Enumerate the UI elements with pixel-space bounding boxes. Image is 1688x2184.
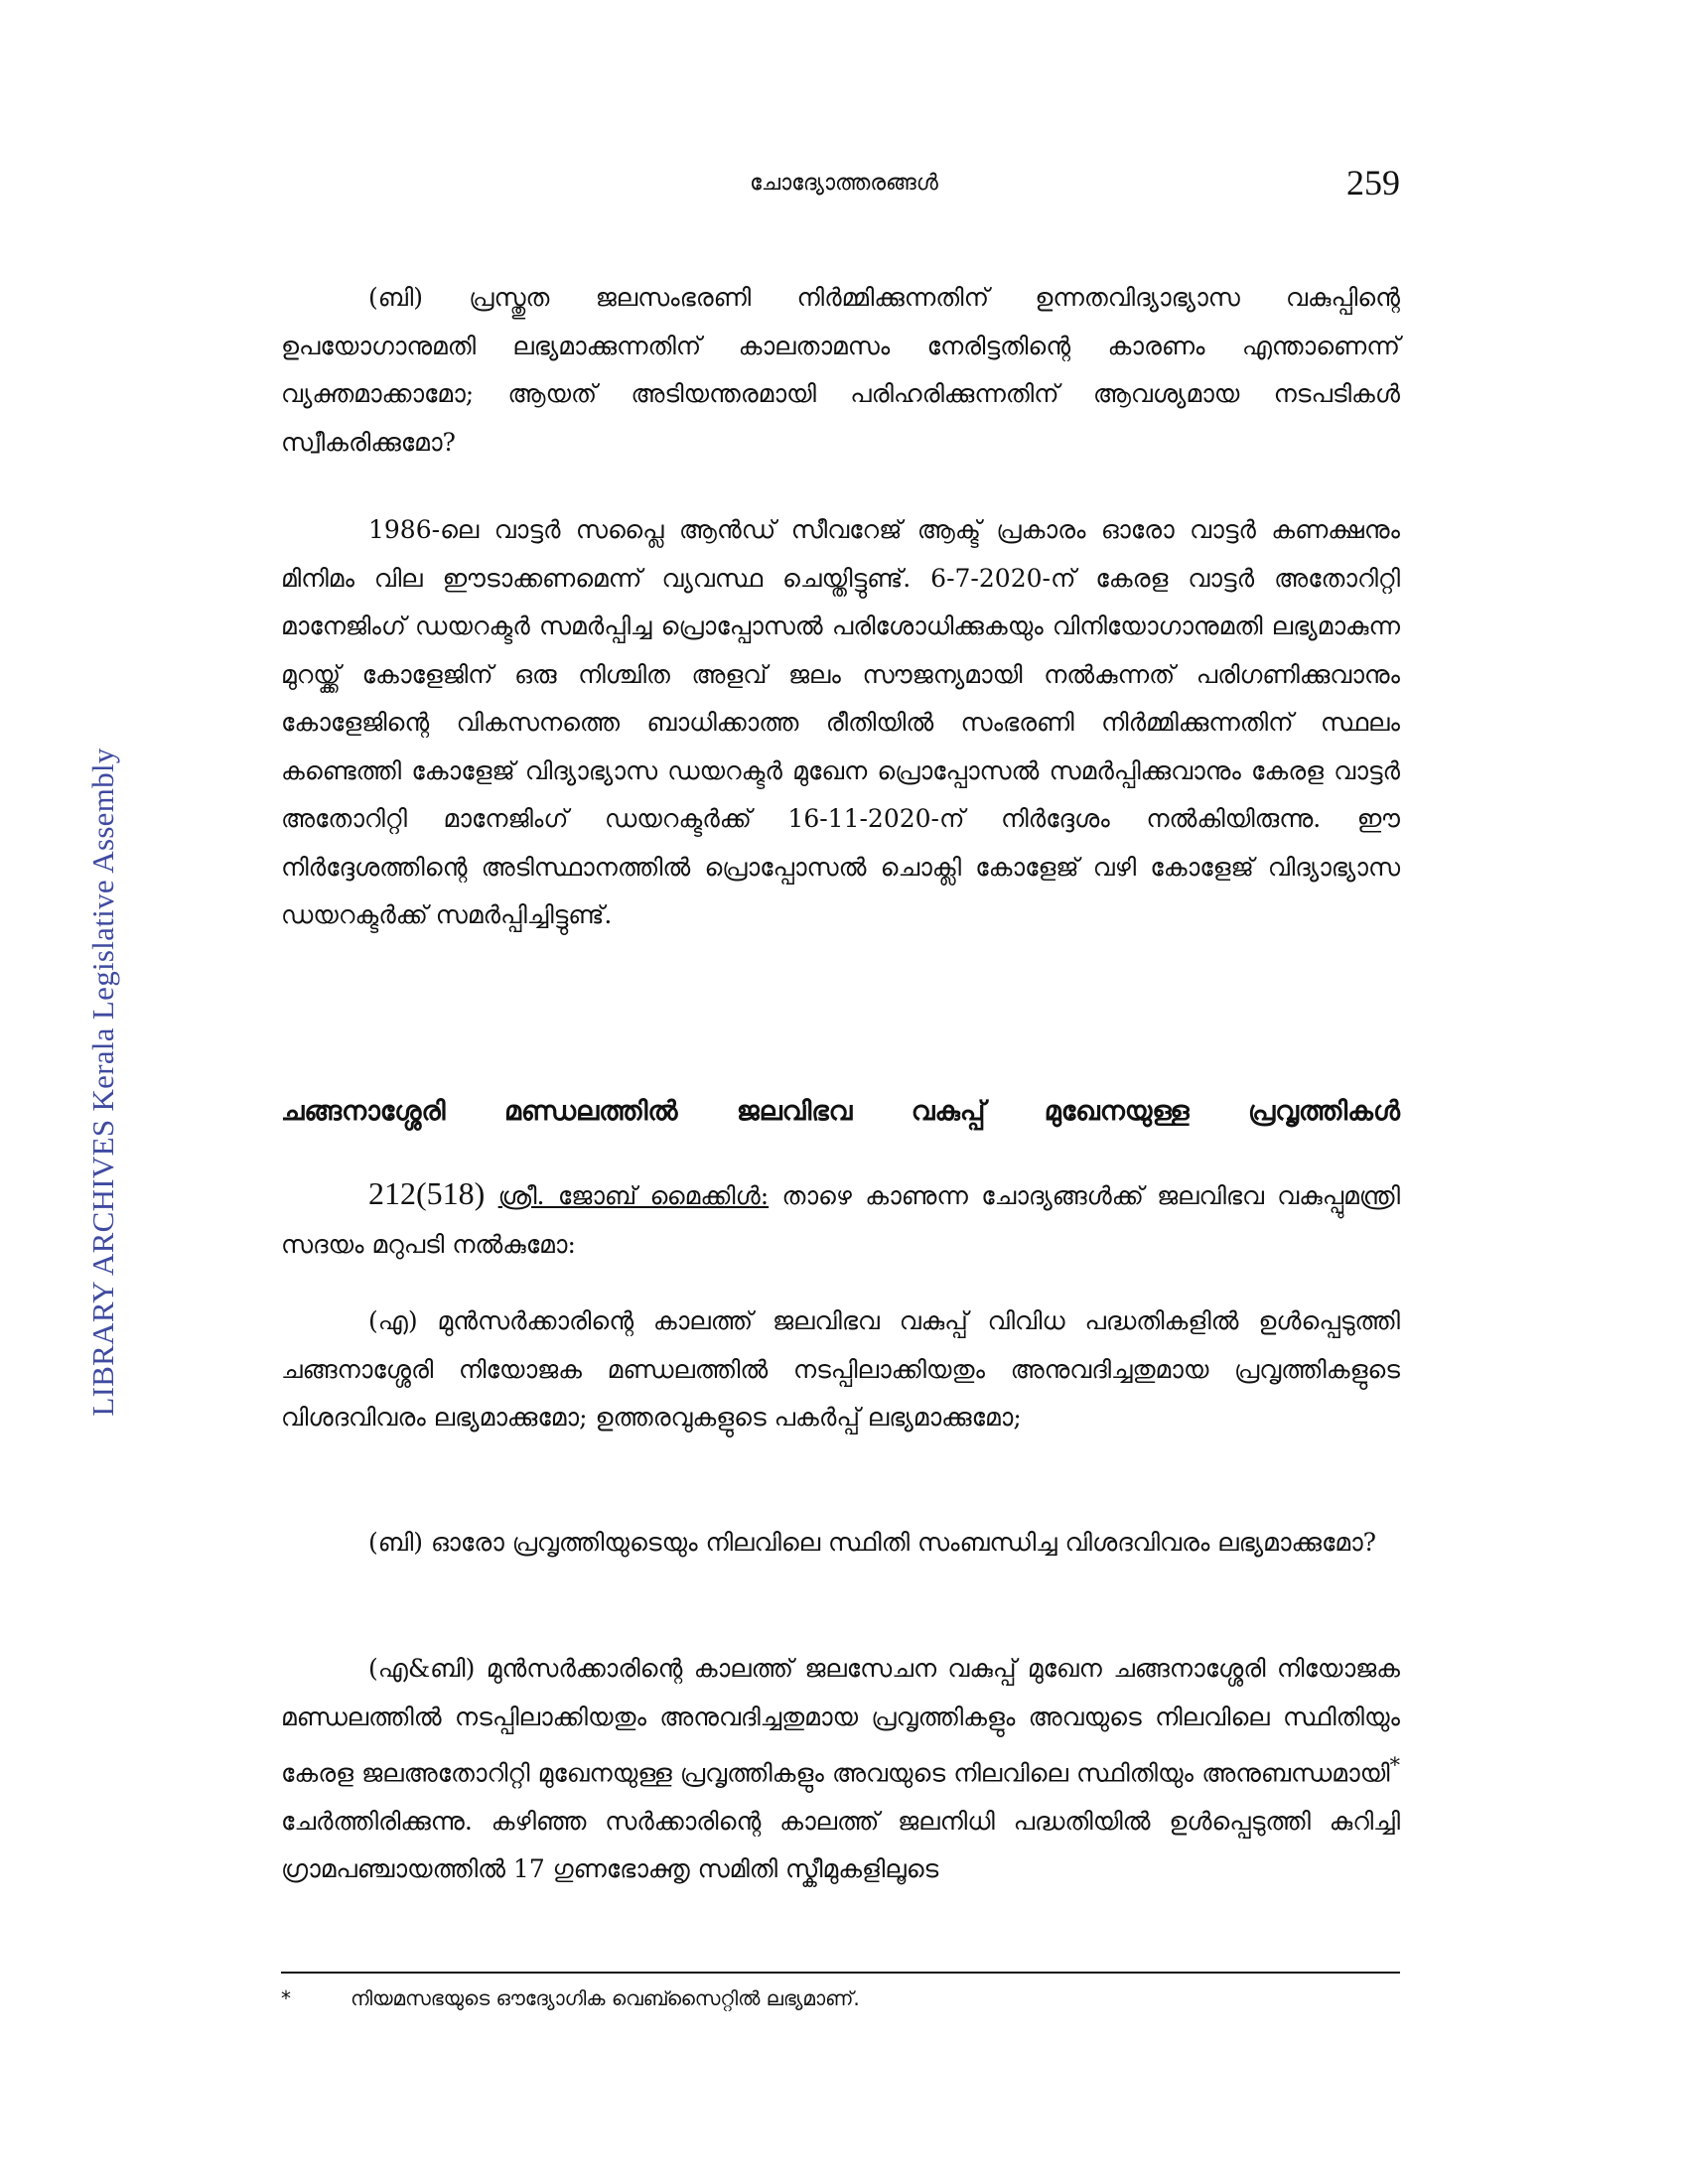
answer-text-continued: ചേർത്തിരിക്കുന്നു. കഴിഞ്ഞ സർക്കാരിന്റെ കാലത്ത് ജലനിധി പദ്ധതിയിൽ ഉൾപ്പെടുത്തി കുറിച്ചി ഗ്രാമപഞ്ചായത്തിൽ 17 ഗുണഭോക്തൃ സമിതി സ്കീമുകളിലൂടെ: [281, 1806, 1400, 1884]
question-intro-text: താഴെ കാണുന്ന ചോദ്യങ്ങൾക്ക് ജലവിഭവ വകുപ്പുമന്ത്രി സദയം മറുപടി നൽകുമോ:: [281, 1181, 1401, 1259]
running-head: ചോദ്യോത്തരങ്ങൾ: [750, 171, 938, 196]
answer-a-b: [281, 1645, 1400, 1894]
question-intro: [281, 1169, 1400, 1269]
footnote-divider: [281, 1972, 1400, 1974]
question-part-b-continued: [281, 274, 1400, 467]
question-part-a: [281, 1297, 1400, 1442]
footnote-reference: *: [1389, 1753, 1400, 1777]
footnote-mark: *: [281, 1986, 291, 2010]
member-name: ശ്രീ. ജോബ് മൈക്കിൾ:: [497, 1181, 770, 1210]
question-part-b: [281, 1519, 1400, 1568]
section-heading: ചങ്ങനാശ്ശേരി മണ്ഡലത്തിൽ ജലവിഭവ വകുപ്പ് മുഖേനയുള്ള പ്രവൃത്തികൾ: [281, 1096, 1400, 1127]
paragraph: (ബി) പ്രസ്തുത ജലസംഭരണി നിർമ്മിക്കുന്നതിന് ഉന്നതവിദ്യാഭ്യാസ വകുപ്പിന്റെ ഉപയോഗാനുമതി ലഭ്യമാക്കുന്നതിന് കാലതാമസം നേരിട്ടതിന്റെ കാരണം എന്താണെന്ന് വ്യക്തമാക്കാമോ; ആയത് അടിയന്തരമായി പരിഹരിക്കുന്നതിന് ആവശ്യമായ നടപടികൾ സ്വീകരിക്കുമോ?: [281, 283, 1400, 457]
paragraph: (എ) മുൻസർക്കാരിന്റെ കാലത്ത് ജലവിഭവ വകുപ്പ് വിവിധ പദ്ധതികളിൽ ഉൾപ്പെടുത്തി ചങ്ങനാശ്ശേരി നിയോജക മണ്ഡലത്തിൽ നടപ്പിലാക്കിയതും അനുവദിച്ചതുമായ പ്രവൃത്തികളുടെ വിശദവിവരം ലഭ്യമാക്കുമോ; ഉത്തരവുകളുടെ പകർപ്പ് ലഭ്യമാക്കുമോ;: [281, 1306, 1400, 1432]
footnote-text: നിയമസഭയുടെ ഔദ്യോഗിക വെബ്സൈറ്റിൽ ലഭ്യമാണ്.: [351, 1986, 860, 2010]
archive-watermark: LIBRARY ARCHIVES Kerala Legislative Assembly: [85, 748, 120, 1417]
answer-paragraph: [281, 506, 1400, 940]
paragraph: 1986-ലെ വാട്ടർ സപ്ലൈ ആൻഡ് സീവറേജ് ആക്ട് പ്രകാരം ഓരോ വാട്ടർ കണക്ഷനും മിനിമം വില ഈടാക്കണമെന്ന് വ്യവസ്ഥ ചെയ്തിട്ടുണ്ട്. 6-7-2020-ന് കേരള വാട്ടർ അതോറിറ്റി മാനേജിംഗ് ഡയറക്ടർ സമർപ്പിച്ച പ്രൊപ്പോസൽ പരിശോധിക്കുകയും വിനിയോഗാനുമതി ലഭ്യമാകുന്ന മുറയ്ക്ക് കോളേജിന് ഒരു നിശ്ചിത അളവ് ജലം സൗജന്യമായി നൽകുന്നത് പരിഗണിക്കുവാനും കോളേജിന്റെ വികസനത്തെ ബാധിക്കാത്ത രീതിയിൽ സംഭരണി നിർമ്മിക്കുന്നതിന് സ്ഥലം കണ്ടെത്തി കോളേജ് വിദ്യാഭ്യാസ ഡയറക്ടർ മുഖേന പ്രൊപ്പോസൽ സമർപ്പിക്കുവാനും കേരള വാട്ടർ അതോറിറ്റി മാനേജിംഗ് ഡയറക്ടർക്ക് 16-11-2020-ന് നിർദ്ദേശം നൽകിയിരുന്നു. ഈ നിർദ്ദേശത്തിന്റെ അടിസ്ഥാനത്തിൽ പ്രൊപ്പോസൽ ചൊക്ലി കോളേജ് വഴി കോളേജ് വിദ്യാഭ്യാസ ഡയറക്ടർക്ക് സമർപ്പിച്ചിട്ടുണ്ട്.: [281, 515, 1400, 929]
question-number: 212(518): [368, 1175, 486, 1211]
footnote: [281, 1981, 1400, 2015]
answer-text: (എ&ബി) മുൻസർക്കാരിന്റെ കാലത്ത് ജലസേചന വകുപ്പ് മുഖേന ചങ്ങനാശ്ശേരി നിയോജക മണ്ഡലത്തിൽ നടപ്പിലാക്കിയതും അനുവദിച്ചതുമായ പ്രവൃത്തികളും അവയുടെ നിലവിലെ സ്ഥിതിയും കേരള ജലഅതോറിറ്റി മുഖേനയുള്ള പ്രവൃത്തികളും അവയുടെ നിലവിലെ സ്ഥിതിയും അനുബന്ധമായി: [281, 1654, 1400, 1788]
page-number: 259: [1346, 163, 1400, 203]
paragraph: (ബി) ഓരോ പ്രവൃത്തിയുടെയും നിലവിലെ സ്ഥിതി സംബന്ധിച്ച വിശദവിവരം ലഭ്യമാക്കുമോ?: [368, 1528, 1377, 1557]
